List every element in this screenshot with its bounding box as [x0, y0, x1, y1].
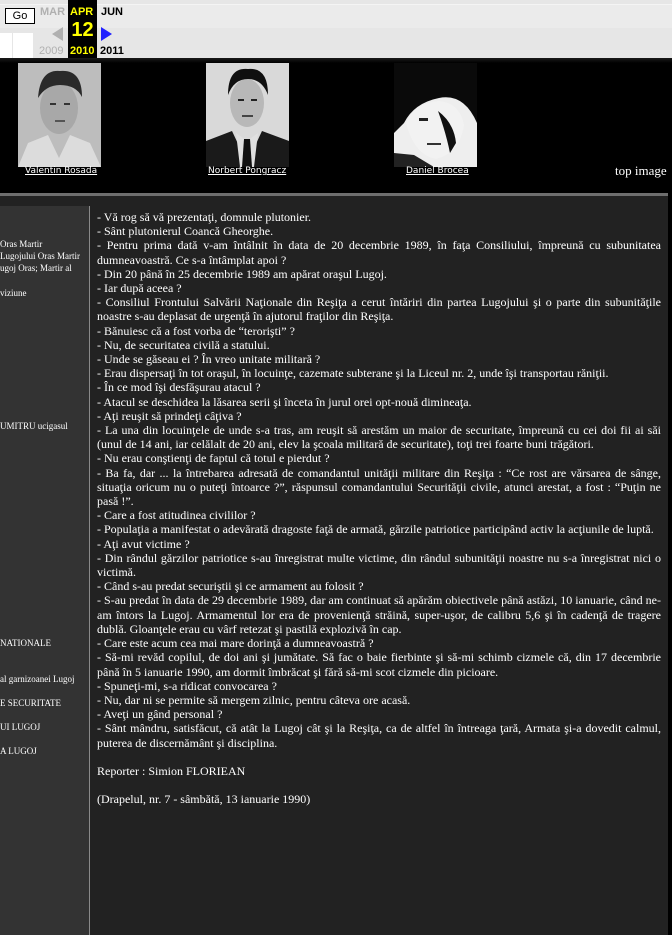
sidebar-link[interactable]: UI LUGOJ	[0, 722, 41, 732]
article-paragraph: - Să-mi revăd copilul, de doi ani şi jumătate. Să fac o baie fierbinte şi să-mi schimb cizmele că, din 17 decembrie până în 5 ianuarie 1990, am dormit îmbrăcat şi fără să-mi scot cizmele din picioare.	[97, 650, 661, 679]
article-paragraph: - Erau dispersaţi în tot oraşul, în locuinţe, cazemate subterane şi la Liceul nr. 2, unde îşi transportau răniţii.	[97, 366, 609, 381]
photo-daniel-brocea[interactable]	[394, 63, 477, 167]
photo-caption-link[interactable]: Daniel Brocea	[406, 166, 469, 176]
article-paragraph: - S-au predat în data de 29 decembrie 1989, dar am continuat să apărăm obiectivele până astăzi, 10 ianuarie, când ne-am întors la Lugoj. Armamentul lor era de provenienţă străină, super-uşor, de calibru 5,6 şi în cadenţă de tragere dublă. Gloanţele erau cu vârf retezat şi pastilă explozivă în cap.	[97, 593, 661, 636]
sidebar-link[interactable]: NATIONALE	[0, 638, 51, 648]
article-paragraph: - Bănuiesc că a fost vorba de “terorişti” ?	[97, 323, 295, 338]
spacer	[97, 778, 661, 792]
page-header	[0, 58, 672, 193]
article-paragraph: - Când s-au predat securiştii şi ce armament au folosit ?	[97, 579, 364, 594]
article-paragraph: - Aţi avut victime ?	[97, 536, 190, 551]
sidebar-link[interactable]: Oras Martir	[0, 239, 43, 249]
current-month: APR	[70, 6, 94, 18]
article-paragraph: - Spuneţi-mi, s-a ridicat convocarea ?	[97, 678, 277, 693]
photo-caption-link[interactable]: Valentin Rosada	[25, 166, 98, 176]
sidebar-link[interactable]: E SECURITATE	[0, 698, 62, 708]
sidebar-link[interactable]: al garnizoanei Lugoj	[0, 674, 75, 684]
go-button[interactable]: Go	[5, 8, 35, 24]
current-day: 12	[71, 19, 94, 41]
next-month-link[interactable]: JUN	[101, 6, 124, 18]
article-paragraph: - Pentru prima dată v-am întâlnit în data de 20 decembrie 1989, în faţa Consiliului, împreună cu subunitatea dumneavoastră. Ce s-a întâmplat apoi ?	[97, 238, 661, 267]
photo-valentin-rosada[interactable]	[18, 63, 101, 167]
sidebar-link[interactable]: A LUGOJ	[0, 746, 37, 756]
article-paragraph: - Iar după aceea ?	[97, 281, 182, 296]
article-paragraph: - Care a fost atitudinea civililor ?	[97, 508, 256, 523]
sidebar-link[interactable]: ugoj Oras; Martir al	[0, 263, 72, 273]
article-paragraph: - Ba fa, dar ... la întrebarea adresată de comandantul unităţii militare din Reşiţa : “Ce rost are vărsarea de sânge, situaţia oricum nu o puteţi întoarce ?”, răspunsul comandantului Securităţii civile, atunci arestat, a fost : “Puţin ne pasă !”.	[97, 465, 661, 509]
current-year: 2010	[70, 45, 95, 57]
spacer	[97, 750, 661, 764]
article-paragraph: - Nu, de securitatea civilă a statului.	[97, 337, 270, 352]
sidebar-link[interactable]: Lugojului Oras Martir	[0, 251, 80, 261]
article-paragraph: - Din 20 până în 25 decembrie 1989 am apărat oraşul Lugoj.	[97, 266, 387, 281]
article-paragraph: - Din rândul gărzilor patriotice s-au înregistrat multe victime, din rândul subunităţii noastre nu s-a înregistrat nici o victimă.	[97, 550, 661, 580]
article-paragraph: - Atacul se deschidea la lăsarea serii şi înceta în jurul orei opt-nouă dimineaţa.	[97, 394, 472, 409]
article-paragraph: - În ce mod îşi desfăşurau atacul ?	[97, 380, 261, 395]
next-capture-arrow-icon[interactable]	[101, 27, 112, 41]
reporter-credit: Reporter : Simion FLORIEAN	[97, 763, 246, 778]
prev-month-link[interactable]: MAR	[40, 6, 66, 18]
article-paragraph: - Nu erau conştienţi de faptul că totul e pierdut ?	[97, 451, 330, 466]
wayback-toolbar	[0, 0, 672, 58]
sidebar-link[interactable]: UMITRU ucigasul	[0, 421, 68, 431]
article-body	[97, 210, 661, 806]
main-area	[0, 196, 668, 935]
article-paragraph: - Care este acum cea mai mare dorinţă a dumneavoastră ?	[97, 636, 374, 651]
toolbar-field	[13, 33, 33, 58]
article-paragraph: - Vă rog să vă prezentaţi, domnule plutonier.	[97, 210, 312, 224]
source-citation: (Drapelul, nr. 7 - sâmbătă, 13 ianuarie 1990)	[97, 791, 311, 806]
photo-caption-link[interactable]: Norbert Pongracz	[208, 166, 287, 176]
photo-norbert-pongracz[interactable]	[206, 63, 289, 167]
top-image-alt-text: top image	[615, 163, 667, 178]
article-paragraph: - Unde se găseau ei ? În vreo unitate militară ?	[97, 352, 321, 367]
article-paragraph: - Aţi reuşit să prindeţi câţiva ?	[97, 408, 242, 423]
article-paragraph: - Populaţia a manifestat o adevărată dragoste faţă de armată, gărzile patriotice participând activ la acţiunile de luptă.	[97, 522, 654, 537]
article-paragraph: - Consiliul Frontului Salvării Naţionale din Reşiţa a cerut întăriri din partea Lugojului şi o parte din subunităţile noastre s-au deplasat de urgenţă în ajutorul fraţilor din Reşiţa.	[97, 295, 661, 324]
article-paragraph: - La una din locuinţele de unde s-a tras, am reuşit să arestăm un maior de securitate, împreună cu cei doi fii ai săi (unul de 14 ani, iar celălalt de 20 ani, elev la şcoala militară de securitate), toţi trei foarte buni trăgători.	[97, 423, 661, 452]
sidebar-link[interactable]: viziune	[0, 288, 27, 298]
sidebar	[0, 206, 90, 935]
next-year-link[interactable]: 2011	[100, 45, 124, 57]
article-paragraph: - Sânt plutonierul Coancă Gheorghe.	[97, 224, 274, 239]
prev-year-link[interactable]: 2009	[39, 45, 64, 57]
prev-capture-arrow-icon[interactable]	[52, 27, 63, 41]
article-paragraph: - Nu, dar ni se permite să mergem zilnic, pentru câteva ore acasă.	[97, 692, 411, 707]
article-paragraph: - Sânt mândru, satisfăcut, că atât la Lugoj cât şi la Reşiţa, ca de altfel în întreaga ţară, Armata şi-a dovedit calmul, puterea de discernământ şi disciplina.	[97, 721, 661, 750]
article-paragraph: - Aveţi un gând personal ?	[97, 707, 223, 722]
toolbar-field	[0, 33, 12, 58]
